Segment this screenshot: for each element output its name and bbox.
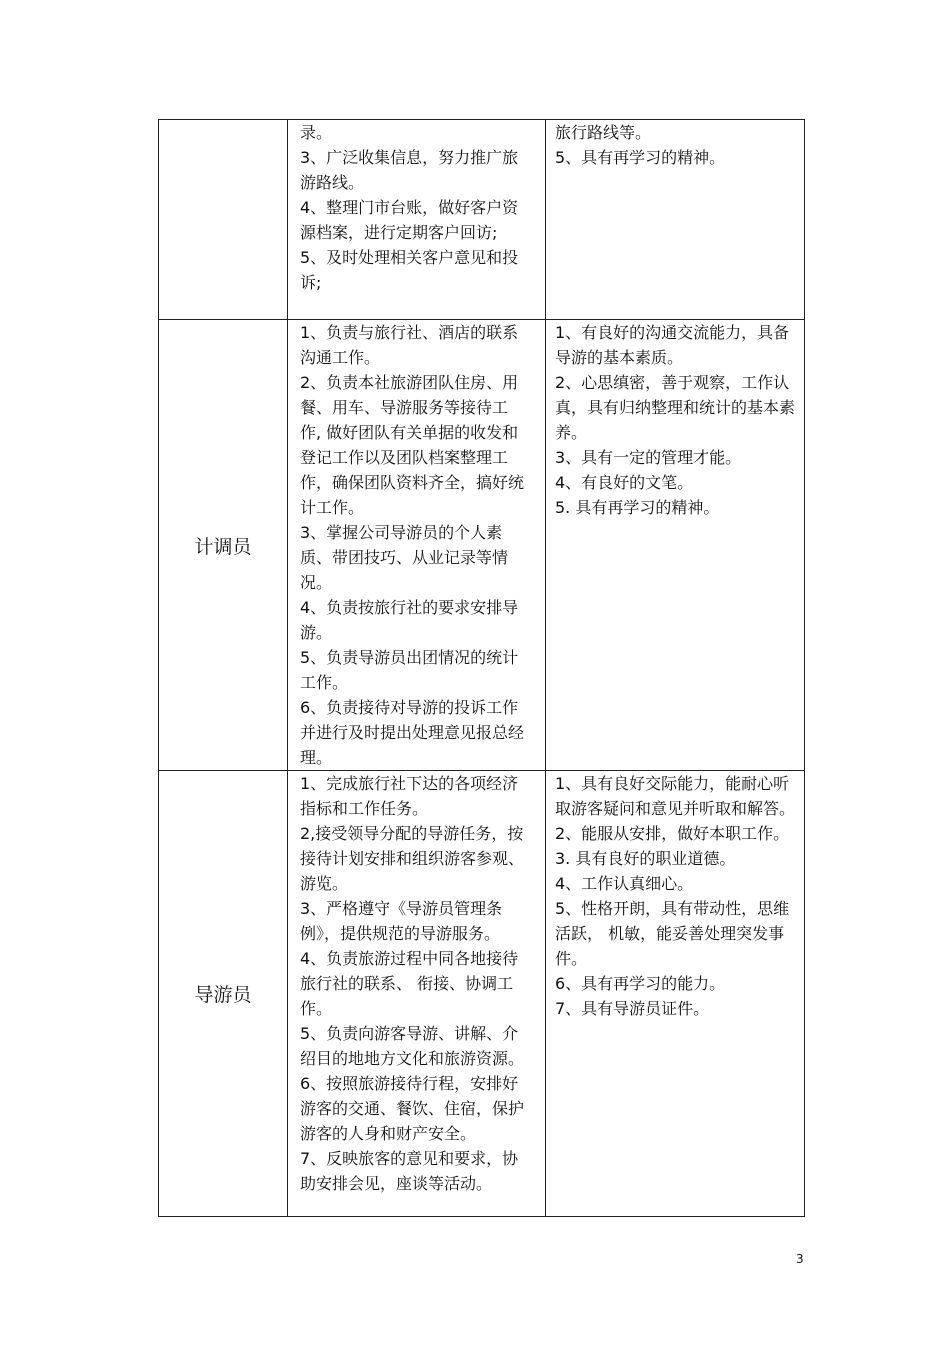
job-table (158, 119, 805, 1217)
role-cell: 导游员 (159, 771, 288, 1217)
role-cell (159, 120, 288, 320)
table-row (159, 120, 805, 320)
list-item: 5. 具有再学习的精神。 (555, 498, 720, 517)
list-item: 4、整理门市台账，做好客户资源档案，进行定期客户回访; (300, 198, 519, 242)
list-item: 2、负责本社旅游团队住房、用餐、用车、导游服务等接待工作, 做好团队有关单据的收发和登记工作以及团队档案整理工作，确保团队资料齐全，搞好统计工作。 (300, 373, 525, 517)
duties-cell (288, 120, 546, 320)
list-item: 2、能服从安排，做好本职工作。 (555, 824, 790, 843)
list-item: 5、及时处理相关客户意见和投诉; (300, 248, 519, 292)
list-item: 1、有良好的沟通交流能力，具备导游的基本素质。 (555, 323, 790, 367)
list-item: 6、具有再学习的能力。 (555, 974, 726, 993)
list-item: 3、严格遵守《导游员管理条例》，提供规范的导游服务。 (300, 899, 503, 943)
requirements-cell (546, 120, 805, 320)
list-item: 旅行路线等。 (555, 123, 652, 142)
list-item: 6、负责接待对导游的投诉工作并进行及时提出处理意见报总经理。 (300, 698, 525, 767)
table-row (159, 320, 805, 771)
list-item: 5、负责导游员出团情况的统计工作。 (300, 648, 519, 692)
list-item: 3. 具有良好的职业道德。 (555, 849, 736, 868)
list-item: 1、完成旅行社下达的各项经济指标和工作任务。 (300, 774, 519, 818)
list-item: 5、具有再学习的精神。 (555, 148, 726, 167)
duties-cell (288, 320, 546, 771)
list-item: 7、具有导游员证件。 (555, 999, 710, 1018)
list-item: 2,接受领导分配的导游任务，按接待计划安排和组织游客参观、游览。 (300, 824, 525, 893)
list-item: 2、心思缜密，善于观察，工作认真，具有归纳整理和统计的基本素养。 (555, 373, 796, 442)
list-item: 4、工作认真细心。 (555, 874, 694, 893)
requirements-cell (546, 320, 805, 771)
list-item: 4、负责按旅行社的要求安排导游。 (300, 598, 519, 642)
list-item: 3、掌握公司导游员的个人素质、带团技巧、从业记录等情况。 (300, 523, 509, 592)
list-item: 7、反映旅客的意见和要求，协助安排会见，座谈等活动。 (300, 1149, 519, 1193)
list-item: 4、负责旅游过程中同各地接待旅行社的联系、 衔接、协调工作。 (300, 949, 519, 1018)
requirements-cell (546, 771, 805, 1217)
list-item: 1、具有良好交际能力，能耐心听取游客疑问和意见并听取和解答。 (555, 774, 796, 818)
list-item: 6、按照旅游接待行程，安排好游客的交通、餐饮、住宿，保护游客的人身和财产安全。 (300, 1074, 525, 1143)
list-item: 4、有良好的文笔。 (555, 473, 694, 492)
list-item: 5、性格开朗，具有带动性，思维活跃， 机敏，能妥善处理突发事件。 (555, 899, 790, 968)
list-item: 1、负责与旅行社、酒店的联系沟通工作。 (300, 323, 519, 367)
duties-cell (288, 771, 546, 1217)
list-item: 3、广泛收集信息，努力推广旅游路线。 (300, 148, 519, 192)
list-item: 5、负责向游客导游、讲解、介绍目的地地方文化和旅游资源。 (300, 1024, 525, 1068)
list-item: 3、具有一定的管理才能。 (555, 448, 742, 467)
page-number: 3 (796, 1252, 804, 1266)
role-cell: 计调员 (159, 320, 288, 771)
list-item: 录。 (300, 123, 333, 142)
table-row (159, 771, 805, 1217)
